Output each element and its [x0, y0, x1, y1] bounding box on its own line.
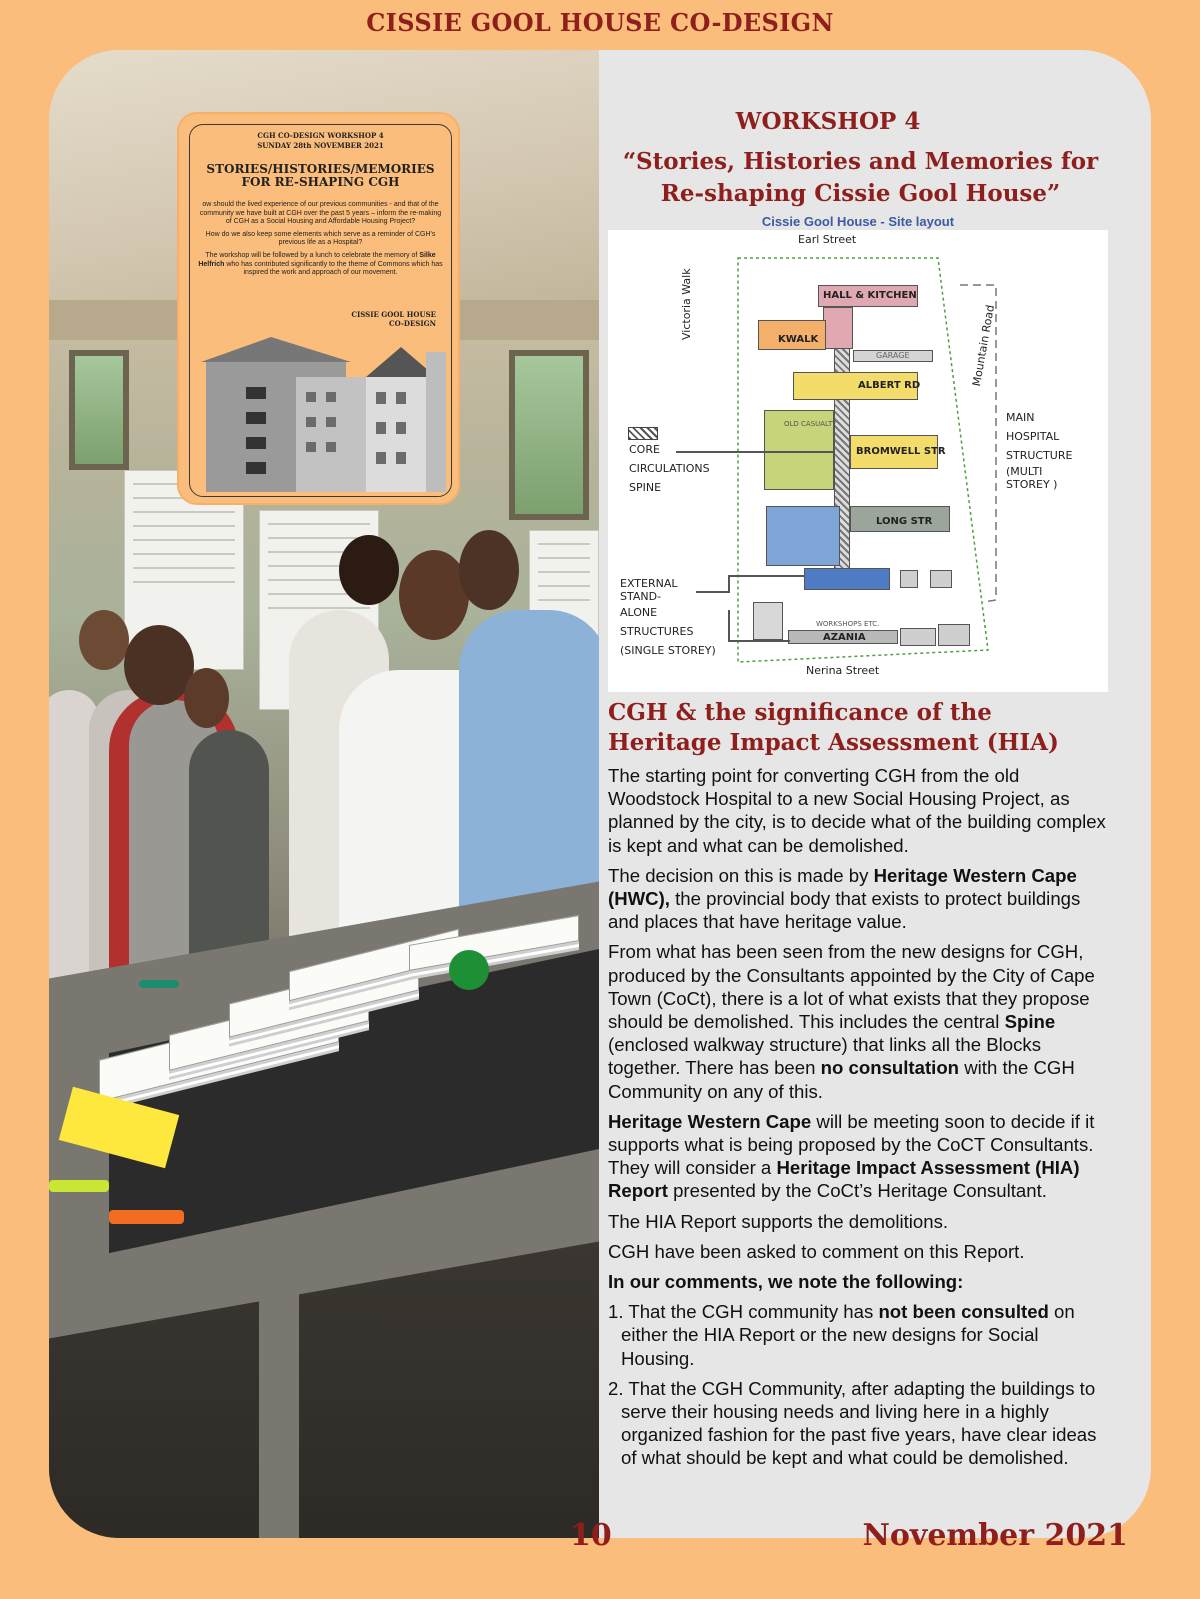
block-label: AZANIA	[823, 632, 866, 643]
table-leg	[259, 1270, 299, 1538]
block-workshops	[753, 602, 783, 640]
site-layout-map	[608, 230, 1108, 692]
item-number: 1.	[608, 1301, 624, 1323]
bold-run: Heritage Impact Assessment (HIA) Report	[608, 1157, 1080, 1202]
text-run: will be meeting soon to decide if it supports what is being proposed by the CoCT Consultants. They will consider a	[608, 1110, 1095, 1179]
block-small-1	[900, 570, 918, 588]
block-label: LONG STR	[876, 516, 933, 527]
leader-line	[676, 451, 834, 453]
legend-line: CIRCULATIONS	[629, 462, 710, 475]
bold-run: In our comments, we note the following:	[608, 1271, 964, 1293]
street-east: Mountain Road	[970, 303, 998, 388]
street-south: Nerina Street	[806, 664, 880, 677]
legend-line: STRUCTURE	[1006, 449, 1073, 462]
poster-text: who has contributed significantly to the theme of Commons which has inspired the work and approach of our movement.	[224, 260, 443, 277]
text-run: with the CGH Community on any of this.	[608, 1057, 1075, 1102]
text-run: presented by the CoCt’s Heritage Consultant.	[667, 1180, 1047, 1202]
bold-run: Spine	[1004, 1011, 1056, 1033]
block-hall-kitchen-wing	[823, 307, 853, 349]
section-heading	[608, 698, 1108, 758]
text-run: The decision on this is made by	[608, 864, 874, 886]
legend-line: SPINE	[629, 481, 662, 494]
paragraph	[608, 940, 1112, 1102]
leader-line	[728, 640, 790, 642]
article-body	[608, 764, 1112, 1477]
old-casualty-label: OLD CASUALTY	[784, 420, 837, 428]
legend-line: (SINGLE STOREY)	[620, 644, 716, 657]
text-run: (enclosed walkway structure) that links all the Blocks together. There has been	[608, 1034, 1041, 1079]
poster-sign-line: CO-DESIGN	[389, 319, 436, 328]
legend-line: CORE	[629, 443, 660, 456]
text-run: on either the HIA Report or the new designs for Social Housing.	[621, 1301, 1075, 1369]
block-small-2	[930, 570, 952, 588]
poster-paragraph	[197, 252, 444, 278]
masthead: CISSIE GOOL HOUSE CO-DESIGN	[366, 8, 834, 37]
poster-name: Silke Helfrich	[198, 251, 436, 268]
poster-paragraph: ow should the lived experience of our previous communities - and that of the community we have built at CGH over the past 5 years – inform the re-making of CGH as a Social Housing and Affordable Housing Project?	[199, 201, 442, 226]
legend-line: STRUCTURES	[620, 625, 694, 638]
leader-line	[728, 575, 730, 593]
block-small-3	[900, 628, 936, 646]
right-column	[608, 50, 1151, 1538]
workshop-number: WORKSHOP 4	[735, 108, 921, 135]
marker	[139, 980, 179, 988]
person-head	[184, 668, 229, 728]
paragraph: CGH have been asked to comment on this Report.	[608, 1240, 1025, 1262]
hatch-swatch	[628, 427, 658, 440]
issue-date: November 2021	[862, 1518, 1128, 1553]
bold-run: Heritage Western Cape (HWC),	[608, 864, 1077, 910]
legend-main-structure	[1006, 408, 1072, 491]
workshop-photo	[49, 50, 599, 1538]
text-run: That the CGH Community, after adapting the buildings to serve their housing needs and living here in a highly organized fashion for the past five years, have clear ideas of what should be kept and what could be demolished.	[621, 1377, 1097, 1469]
legend-line: STAND-	[620, 590, 662, 603]
person-head	[79, 610, 129, 670]
photo-window	[69, 350, 129, 470]
legend-line: HOSPITAL	[1006, 430, 1060, 443]
block-label: ALBERT RD	[858, 380, 921, 391]
garage-label: GARAGE	[876, 351, 910, 360]
workshop-title	[608, 146, 1113, 210]
person-head	[339, 535, 399, 605]
model-tree	[449, 950, 489, 990]
block-label: BROMWELL STR	[856, 446, 946, 457]
block-small-4	[938, 624, 970, 646]
leader-line	[728, 575, 804, 577]
paragraph	[608, 1110, 1112, 1203]
paragraph: The starting point for converting CGH from the old Woodstock Hospital to a new Social Housing Project, as planned by the city, is to decide what of the building complex is kept and what can be demolished.	[608, 765, 1106, 856]
poster-title-line: STORIES/HISTORIES/MEMORIES	[206, 162, 435, 176]
poster-body	[197, 201, 444, 282]
section-heading-line: Heritage Impact Assessment (HIA)	[608, 729, 1059, 756]
numbered-item	[608, 1377, 1112, 1470]
paragraph: The HIA Report supports the demolitions.	[608, 1210, 949, 1232]
legend-line: EXTERNAL	[620, 577, 678, 590]
legend-line: MAIN	[1006, 411, 1035, 424]
poster-kicker-line: CGH CO-DESIGN WORKSHOP 4	[257, 131, 384, 140]
bold-run: Heritage Western Cape	[608, 1110, 812, 1132]
legend-external-structures	[620, 577, 716, 660]
text-run: That the CGH community has	[628, 1301, 879, 1323]
workshops-label: WORKSHOPS ETC.	[816, 620, 880, 628]
item-number: 2.	[608, 1377, 624, 1399]
legend-core-spine	[629, 440, 710, 497]
section-heading-line: CGH & the significance of the	[608, 699, 992, 726]
person-head	[459, 530, 519, 610]
legend-line: STOREY )	[1006, 478, 1058, 491]
marker	[49, 1180, 109, 1192]
poster-building-illustration	[201, 332, 451, 492]
paragraph	[608, 864, 1112, 934]
leader-line	[728, 610, 730, 640]
poster-text: The workshop will be followed by a lunch to celebrate the memory of	[205, 251, 420, 259]
text-run: From what has been seen from the new designs for CGH, produced by the Consultants appointed by the City of Cape Town (CoCt), there is a lot of what exists that they propose should be demolished. This includes the central	[608, 941, 1095, 1033]
block-south-blue	[804, 568, 890, 590]
paragraph-bold	[608, 1270, 1112, 1293]
marker	[109, 1210, 184, 1224]
workshop-title-line: Re-shaping Cissie Gool House”	[660, 180, 1061, 207]
block-label: KWALK	[778, 334, 819, 345]
numbered-item	[608, 1300, 1112, 1370]
poster-title	[179, 163, 460, 189]
workshop-title-line: “Stories, Histories and Memories for	[622, 148, 1099, 175]
content-card	[49, 50, 1151, 1538]
leader-line	[696, 591, 728, 593]
poster-kicker-line: SUNDAY 28th NOVEMBER 2021	[257, 141, 384, 150]
street-north: Earl Street	[798, 233, 857, 246]
text-run: the provincial body that exists to protect buildings and places that have heritage value.	[608, 888, 1081, 933]
poster-sign-line: CISSIE GOOL HOUSE	[351, 310, 436, 319]
poster-kicker	[179, 131, 460, 151]
page-number: 10	[570, 1518, 612, 1553]
poster-signature	[351, 310, 436, 328]
poster-title-line: FOR RE-SHAPING CGH	[241, 175, 400, 189]
photo-window	[509, 350, 589, 520]
workshop-poster	[177, 112, 460, 505]
legend-line: ALONE	[620, 606, 658, 619]
site-map-caption: Cissie Gool House - Site layout	[761, 214, 955, 229]
block-label: HALL & KITCHEN	[823, 290, 917, 301]
bold-run: no consultation	[820, 1057, 960, 1079]
bold-run: not been consulted	[878, 1301, 1049, 1323]
street-west: Victoria Walk	[680, 268, 693, 340]
poster-paragraph: How do we also keep some elements which serve as a reminder of CGH's previous life as a Hospital?	[205, 230, 436, 247]
block-blue-wing	[766, 506, 840, 566]
legend-line: (MULTI	[1006, 465, 1043, 478]
